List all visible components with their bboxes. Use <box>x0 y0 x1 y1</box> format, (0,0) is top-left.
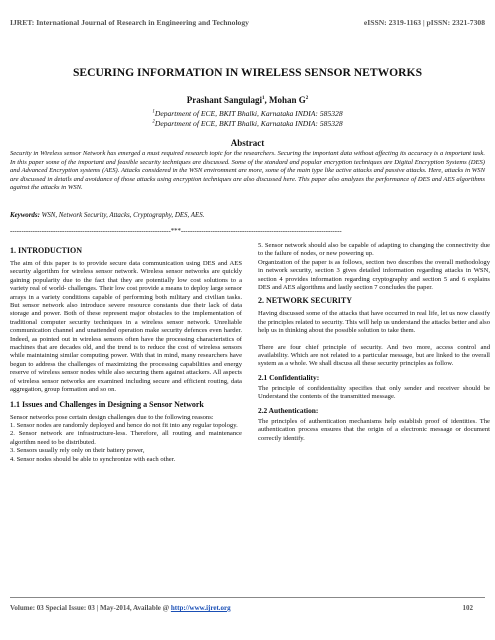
authentication-text: The principles of authentication mechanisms help establish proof of identities. The authentication process ensures that the origin of a electronic message or document correctly identify. <box>258 417 490 442</box>
issues-item-1: 1. Sensor nodes are randomly deployed and hence do not fit into any regular topology. <box>10 421 238 429</box>
confidentiality-heading: 2.1 Confidentiality: <box>258 372 320 382</box>
author-2-sup: 2 <box>305 96 309 101</box>
issues-item-4: 4. Sensor nodes should be able to synchronize with each other. <box>10 455 176 463</box>
footer-volume <box>10 604 231 612</box>
author-1: Prashant Sangulagi <box>186 95 262 105</box>
organization-text: Organization of the paper is as follows, section two describes the overall methodology in network security, section 3 gives detailed information regarding attacks in WSN, section 4 provides information regarding cryptography and section 5 and 6 explains DES and AES algorithms and lastly section 7 concludes the paper. <box>258 258 490 292</box>
paper-title: SECURING INFORMATION IN WIRELESS SENSOR NETWORKS <box>72 66 423 79</box>
keywords-line <box>10 212 485 219</box>
issn-header: eISSN: 2319-1163 | pISSN: 2321-7308 <box>363 18 485 27</box>
affiliation-2-sup: 2 <box>152 119 155 125</box>
affiliation-1-text: Department of ECE, BKIT Bhalki, Karnataka INDIA: 585328 <box>154 109 343 118</box>
right-column <box>258 242 490 447</box>
left-column <box>10 242 242 464</box>
author-separator: , <box>264 95 269 105</box>
section-divider: -----------------------------------------------------------------------***----------------------------------------------------------------------- <box>10 228 342 235</box>
author-2: Mohan G <box>269 95 306 105</box>
issues-item-5: 5. Sensor network should also be capable of adapting to changing the connectivity due to the failure of nodes, or new powering up. <box>258 242 490 258</box>
authentication-heading: 2.2 Authentication: <box>258 405 319 415</box>
issues-heading: 1.1 Issues and Challenges in Designing a Sensor Network <box>10 399 204 409</box>
affiliation-2 <box>0 119 495 128</box>
abstract-heading: Abstract <box>230 138 265 148</box>
keywords-text: WSN, Network Security, Attacks, Cryptography, DES, AES. <box>39 212 205 219</box>
abstract-text: Security in Wireless sensor Network has emerged a must required research topic for the researchers. Securing the important data without affecting its accuracy is a important task. In this paper some of the important and feasible security techniques are discussed. Some of the standard and popular encryption techniques are Digital Encryption Systems (DES) and Advanced Encryption systems (AES). Attacks considered in the WSN environment are more, some of the main type like active attacks and passive attacks. Here, attacks in WSN are discussed in details and avoidance of those attacks using encryption techniques are also discussed here. This paper also analyzes the performance of DES and AES algorithms against the attacks in WSN. <box>10 150 485 191</box>
affiliation-2-text: Department of ECE, BKIT Bhalki, Karnataka INDIA: 585328 <box>154 119 343 128</box>
network-security-p1: Having discussed some of the attacks that have occurred in real life, let us now classify the principles related to security. This will help us understand the attacks better and also help us in thinking about the possible solution to take them. <box>258 310 490 335</box>
issues-intro: Sensor networks pose certain design challenges due to the following reasons: <box>10 413 214 421</box>
affiliation-1-sup: 1 <box>152 109 155 115</box>
footer-url-link[interactable]: http://www.ijret.org <box>170 604 231 612</box>
journal-header: IJRET: International Journal of Research in Engineering and Technology <box>10 18 249 27</box>
affiliation-1 <box>0 109 495 118</box>
issues-item-3: 3. Sensors usually rely only on their battery power, <box>10 447 145 455</box>
network-security-heading: 2. NETWORK SECURITY <box>258 296 353 306</box>
introduction-heading: 1. INTRODUCTION <box>10 246 83 255</box>
keywords-label: Keywords: <box>10 212 40 219</box>
introduction-text: The aim of this paper is to provide secure data communication using DES and AES security algorithm for wireless sensor network. Wireless sensor networks are quickly gaining popularity due to the fact that they are potentially low cost solutions to a variety real of world- challenges. Their low cost provide a means to deploy large sensor arrays in a variety conditions capable of performing both military and civilian tasks. But sensor network also introduce severe resource constants due their lack of data storage and power. Both of these represent major obstacles to the implementation of traditional computer security techniques in a wireless sensor network. Unreliable communication channel and unattended operation make security defences even harder. Indeed, as pointed out in wireless sensors often have the processing characteristics of machines that are decades old, and the trend is to reduce the cost of wireless sensors while maintaining similar computing power. With that in mind, many researchers have begun to address the challenges of maximizing the processing capabilities and energy reserve of wireless sensor nodes while also securing them against attackers. All aspects of wireless sensor networks are examined including secure and efficient routing, data aggregation, group formation and so on. <box>10 260 242 394</box>
network-security-p2: There are four chief principle of security. And two more, access control and availability. Which are not related to a particular message, but are linked to the overall system as a whole. We shall discuss all these security principles as follow. <box>258 343 490 368</box>
confidentiality-text: The principle of confidentiality specifies that only sender and receiver should be Understand the contents of the transmitted message. <box>258 384 490 401</box>
footer-volume-text: Volume: 03 Special Issue: 03 | May-2014, Available @ <box>10 604 171 612</box>
author-1-sup: 1 <box>262 96 265 101</box>
page-number: 102 <box>462 604 473 612</box>
authors-line <box>0 95 495 105</box>
footer-rule <box>10 597 485 598</box>
issues-item-2: 2. Sensor network are infrastructure-less. Therefore, all routing and maintenance algorithm need to be distributed. <box>10 430 242 446</box>
